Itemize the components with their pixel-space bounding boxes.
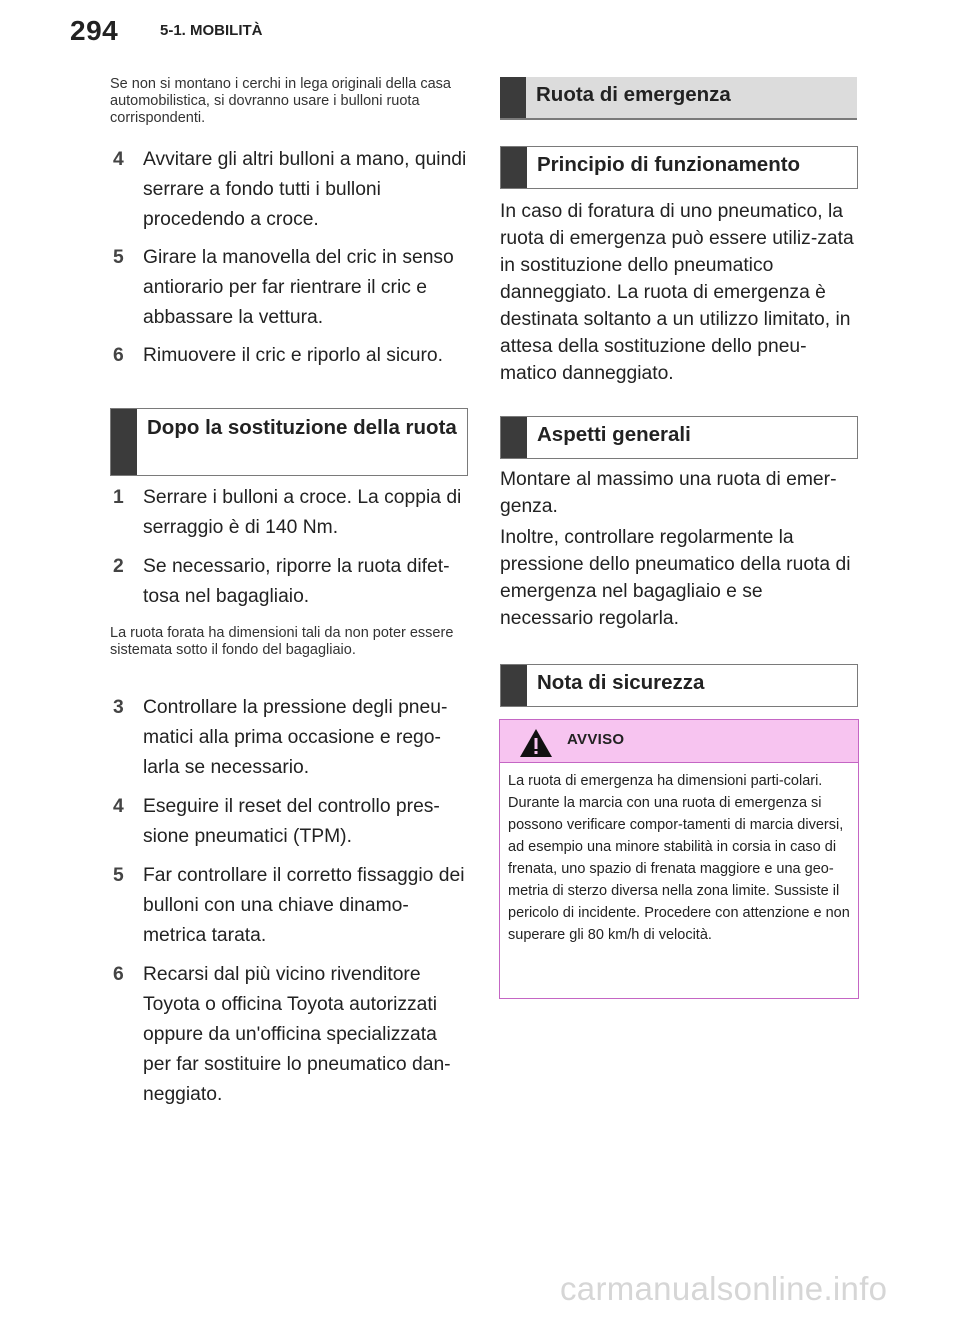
step-text: Far controllare il corretto fissaggio dei bulloni con una chiave dinamo-metrica tarata. — [143, 865, 465, 946]
step-item — [113, 145, 468, 235]
heading-bar — [111, 409, 137, 475]
steps-list-a — [113, 145, 468, 371]
step-item — [113, 341, 468, 371]
step-item — [113, 861, 468, 951]
warning-header — [500, 720, 858, 763]
step-item — [113, 960, 468, 1110]
step-text: Avvitare gli altri bulloni a mano, quindi serrare a fondo tutti i bulloni procedendo a croce. — [143, 149, 467, 230]
step-item — [113, 792, 468, 852]
heading-label: Nota di sicurezza — [537, 671, 705, 694]
heading-label: Ruota di emergenza — [536, 83, 731, 106]
watermark-logo: carmanualsonline.info — [560, 1270, 888, 1307]
step-number: 6 — [113, 345, 124, 366]
intro-note: Se non si montano i cerchi in lega originali della casa automobilistica, si dovranno usare i bulloni ruota corrispondenti. — [110, 76, 451, 126]
heading-bar — [501, 147, 527, 188]
page-number: 294 — [70, 15, 119, 46]
step-item — [113, 243, 468, 333]
heading-bar — [501, 665, 527, 706]
heading-principio — [500, 146, 858, 189]
step-number: 5 — [113, 247, 124, 268]
step-number: 4 — [113, 796, 124, 817]
heading-bar — [500, 77, 526, 118]
step-text: Eseguire il reset del controllo pres-sione pneumatici (TPM). — [143, 796, 440, 847]
section-title: 5-1. MOBILITÀ — [160, 22, 263, 39]
steps-list-b — [113, 483, 468, 612]
heading-bar — [501, 417, 527, 458]
mid-note: La ruota forata ha dimensioni tali da non poter essere sistemata sotto il fondo del bagagliaio. — [110, 625, 454, 658]
steps-list-c — [113, 693, 468, 1110]
step-text: Rimuovere il cric e riporlo al sicuro. — [143, 345, 444, 366]
step-text: Se necessario, riporre la ruota difet-tosa nel bagagliaio. — [143, 556, 450, 607]
step-number: 3 — [113, 697, 124, 718]
warning-text: La ruota di emergenza ha dimensioni parti-colari. Durante la marcia con una ruota di emergenza si possono verificare compor-tamenti di marcia diversi, ad esempio una minore stabilità in corsia in caso di frenata, uno spazio di frenata maggiore e una geo-metria di sterzo diversa nella zona limite. Sussiste il pericolo di incidente. Procedere con attenzione e non superare gli 80 km/h di velocità. — [508, 773, 850, 943]
heading-label: Principio di funzionamento — [537, 153, 801, 176]
step-number: 1 — [113, 487, 124, 508]
aspetti-text-1: Montare al massimo una ruota di emer-genza. — [500, 469, 837, 517]
principio-text: In caso di foratura di uno pneumatico, la ruota di emergenza può essere utiliz-zata in sostituzione dello pneumatico danneggiato. La ruota di emergenza è destinata soltanto a un utilizzo limitato, in attesa della sostituzione dello pneu-matico danneggiato. — [500, 201, 854, 384]
heading-ruota-emergenza — [500, 77, 857, 120]
step-number: 4 — [113, 149, 124, 170]
warning-label: AVVISO — [567, 731, 625, 748]
step-number: 5 — [113, 865, 124, 886]
heading-label: Aspetti generali — [537, 423, 691, 446]
step-item — [113, 552, 468, 612]
heading-nota-sicurezza — [500, 664, 858, 707]
step-item — [113, 483, 468, 543]
heading-label: Dopo la sostituzione della ruota — [147, 416, 457, 439]
warning-triangle-icon — [519, 728, 553, 758]
step-text: Girare la manovella del cric in senso antiorario per far rientrare il cric e abbassare la vettura. — [143, 247, 454, 328]
heading-aspetti — [500, 416, 858, 459]
step-number: 6 — [113, 964, 124, 985]
step-number: 2 — [113, 556, 124, 577]
heading-dopo-sostituzione — [110, 408, 468, 476]
step-text: Controllare la pressione degli pneu-matici alla prima occasione e rego-larla se necessario. — [143, 697, 448, 778]
aspetti-text-2: Inoltre, controllare regolarmente la pressione dello pneumatico della ruota di emergenza nel bagagliaio e se necessario regolarla. — [500, 527, 851, 629]
warning-box — [499, 719, 859, 999]
step-text: Serrare i bulloni a croce. La coppia di serraggio è di 140 Nm. — [143, 487, 462, 538]
step-text: Recarsi dal più vicino rivenditore Toyota o officina Toyota autorizzati oppure da un'officina specializzata per far sostituire lo pneumatico dan-neggiato. — [143, 964, 451, 1105]
step-item — [113, 693, 468, 783]
